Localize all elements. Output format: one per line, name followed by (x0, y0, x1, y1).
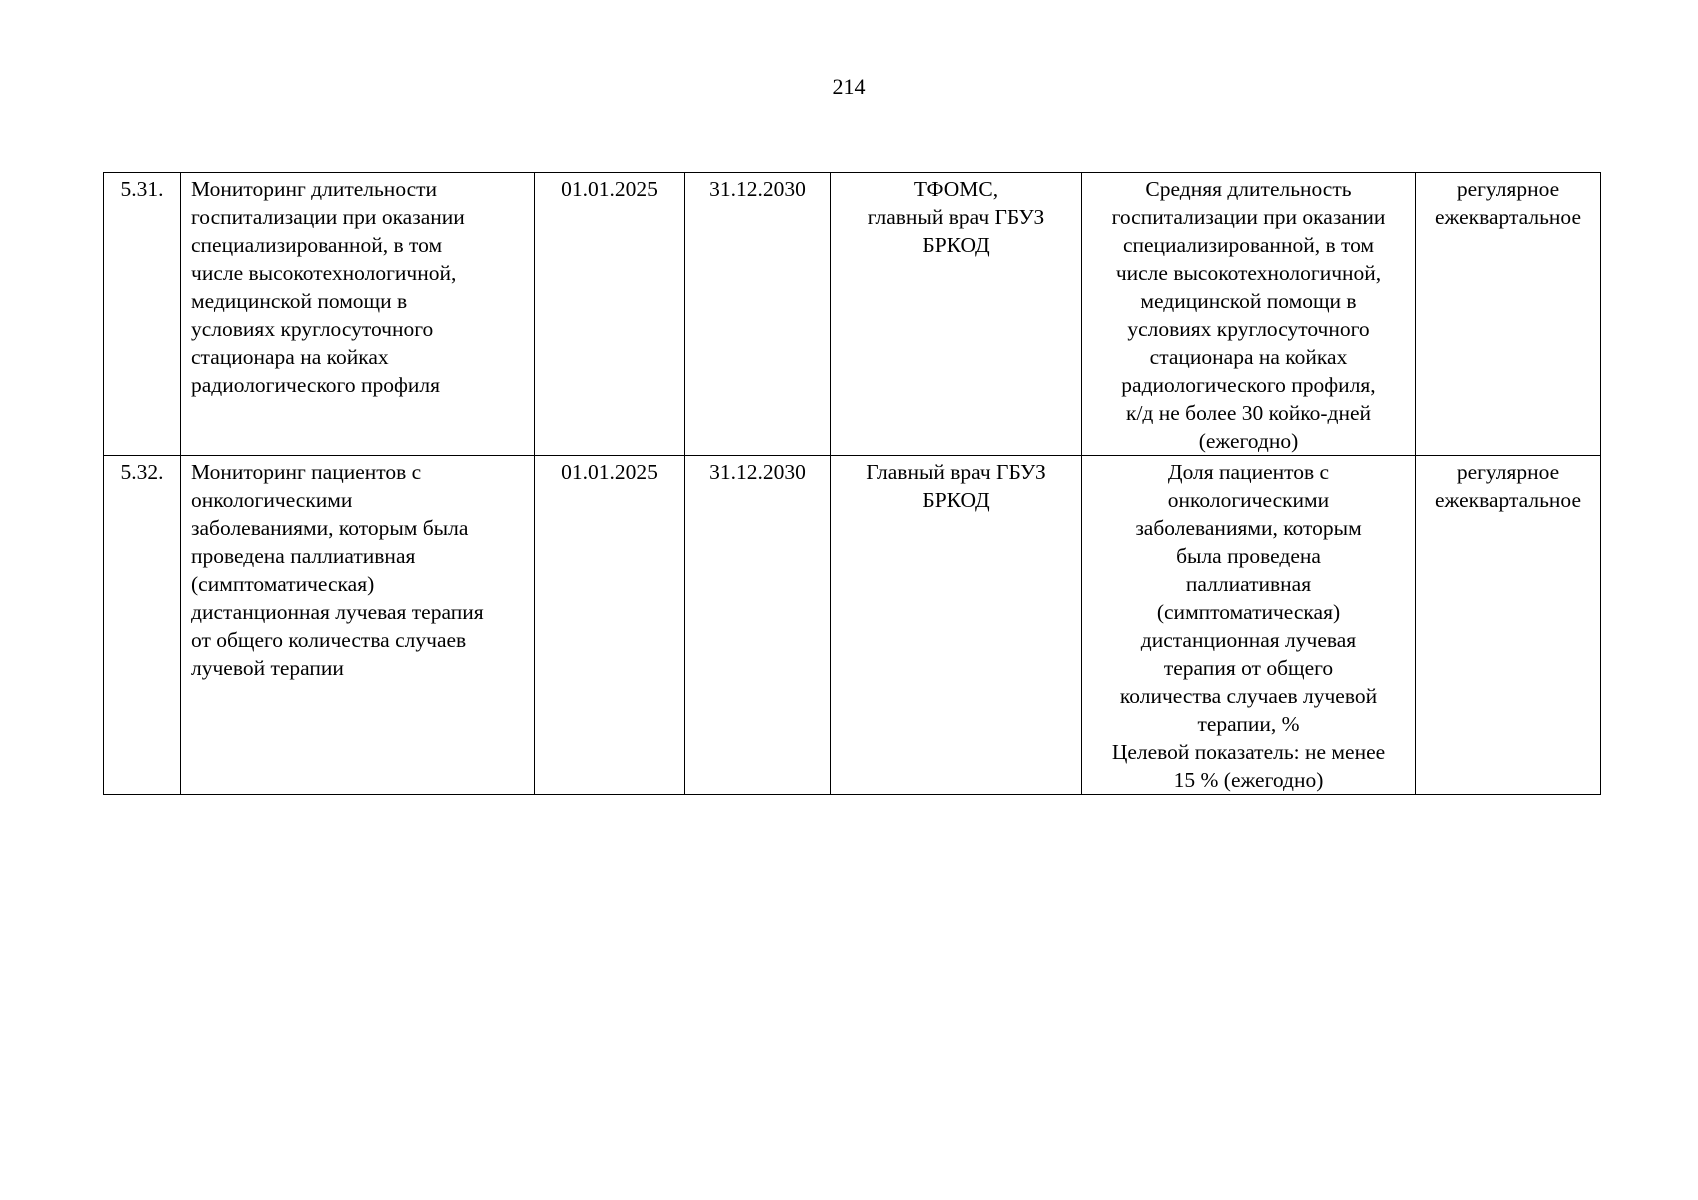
measure-name-line: от общего количества случаев (191, 628, 467, 652)
measures-table (103, 172, 1601, 795)
indicator-line: 15 % (ежегодно) (1173, 768, 1324, 792)
measure-name-line: специализированной, в том (191, 233, 443, 257)
responsible-line: главный врач ГБУЗ (867, 205, 1045, 229)
item-number: 5.32. (120, 460, 164, 484)
indicator-line: стационара на койках (1149, 345, 1348, 369)
indicator-line: (симптоматическая) (1156, 600, 1341, 624)
measure-name-line: радиологического профиля (191, 373, 441, 397)
responsible-cell (831, 456, 1082, 795)
indicator-line: дистанционная лучевая (1140, 628, 1357, 652)
monitoring-type-line: регулярное (1456, 177, 1560, 201)
measure-name-line: условиях круглосуточного (191, 317, 434, 341)
indicator-line: Средняя длительность (1145, 177, 1352, 201)
measure-name-cell (181, 456, 535, 795)
monitoring-type-line: регулярное (1456, 460, 1560, 484)
end-date-cell (685, 173, 831, 456)
indicator-line: заболеваниями, которым (1135, 516, 1362, 540)
indicator-line: (ежегодно) (1198, 429, 1299, 453)
indicator-line: госпитализации при оказании (1111, 205, 1386, 229)
measure-name-line: проведена паллиативная (191, 544, 416, 568)
responsible-line: ТФОМС, (913, 177, 999, 201)
end-date-cell (685, 456, 831, 795)
start-date: 01.01.2025 (561, 177, 658, 201)
indicator-line: к/д не более 30 койко-дней (1126, 401, 1371, 425)
indicator-line: специализированной, в том (1122, 233, 1375, 257)
item-number-cell (104, 173, 181, 456)
indicator-line: Доля пациентов с (1167, 460, 1330, 484)
measure-name-line: лучевой терапии (191, 656, 344, 680)
monitoring-type-cell (1416, 456, 1601, 795)
table-row (104, 456, 1601, 795)
page-number: 214 (832, 74, 866, 99)
measure-name-line: госпитализации при оказании (191, 205, 465, 229)
measure-name-line: стационара на койках (191, 345, 389, 369)
indicator-line: условиях круглосуточного (1127, 317, 1370, 341)
end-date: 31.12.2030 (709, 460, 806, 484)
item-number: 5.31. (120, 177, 164, 201)
start-date-cell (535, 173, 685, 456)
measure-name-line: (симптоматическая) (191, 572, 375, 596)
measure-name-line: Мониторинг пациентов с (191, 460, 422, 484)
responsible-cell (831, 173, 1082, 456)
indicator-line: паллиативная (1185, 572, 1312, 596)
measure-name-line: заболеваниями, которым была (191, 516, 469, 540)
responsible-line: БРКОД (922, 488, 990, 512)
monitoring-type-line: ежеквартальное (1435, 205, 1581, 229)
responsible-line: Главный врач ГБУЗ (866, 460, 1046, 484)
responsible-line: БРКОД (922, 233, 990, 257)
indicator-line: Целевой показатель: не менее (1111, 740, 1386, 764)
indicator-line: терапия от общего (1163, 656, 1334, 680)
measure-name-line: числе высокотехнологичной, (191, 261, 457, 285)
monitoring-type-line: ежеквартальное (1435, 488, 1581, 512)
table-row (104, 173, 1601, 456)
indicator-line: онкологическими (1167, 488, 1330, 512)
indicator-cell (1082, 173, 1416, 456)
indicator-line: медицинской помощи в (1140, 289, 1357, 313)
monitoring-type-cell (1416, 173, 1601, 456)
end-date: 31.12.2030 (709, 177, 806, 201)
measure-name-cell (181, 173, 535, 456)
indicator-line: терапии, % (1197, 712, 1300, 736)
start-date-cell (535, 456, 685, 795)
start-date: 01.01.2025 (561, 460, 658, 484)
indicator-line: количества случаев лучевой (1119, 684, 1378, 708)
measure-name-line: дистанционная лучевая терапия (191, 600, 484, 624)
indicator-line: числе высокотехнологичной, (1115, 261, 1382, 285)
item-number-cell (104, 456, 181, 795)
indicator-cell (1082, 456, 1416, 795)
measure-name-line: онкологическими (191, 488, 353, 512)
indicator-line: радиологического профиля, (1121, 373, 1376, 397)
measure-name-line: медицинской помощи в (191, 289, 408, 313)
indicator-line: была проведена (1176, 544, 1321, 568)
measure-name-line: Мониторинг длительности (191, 177, 438, 201)
